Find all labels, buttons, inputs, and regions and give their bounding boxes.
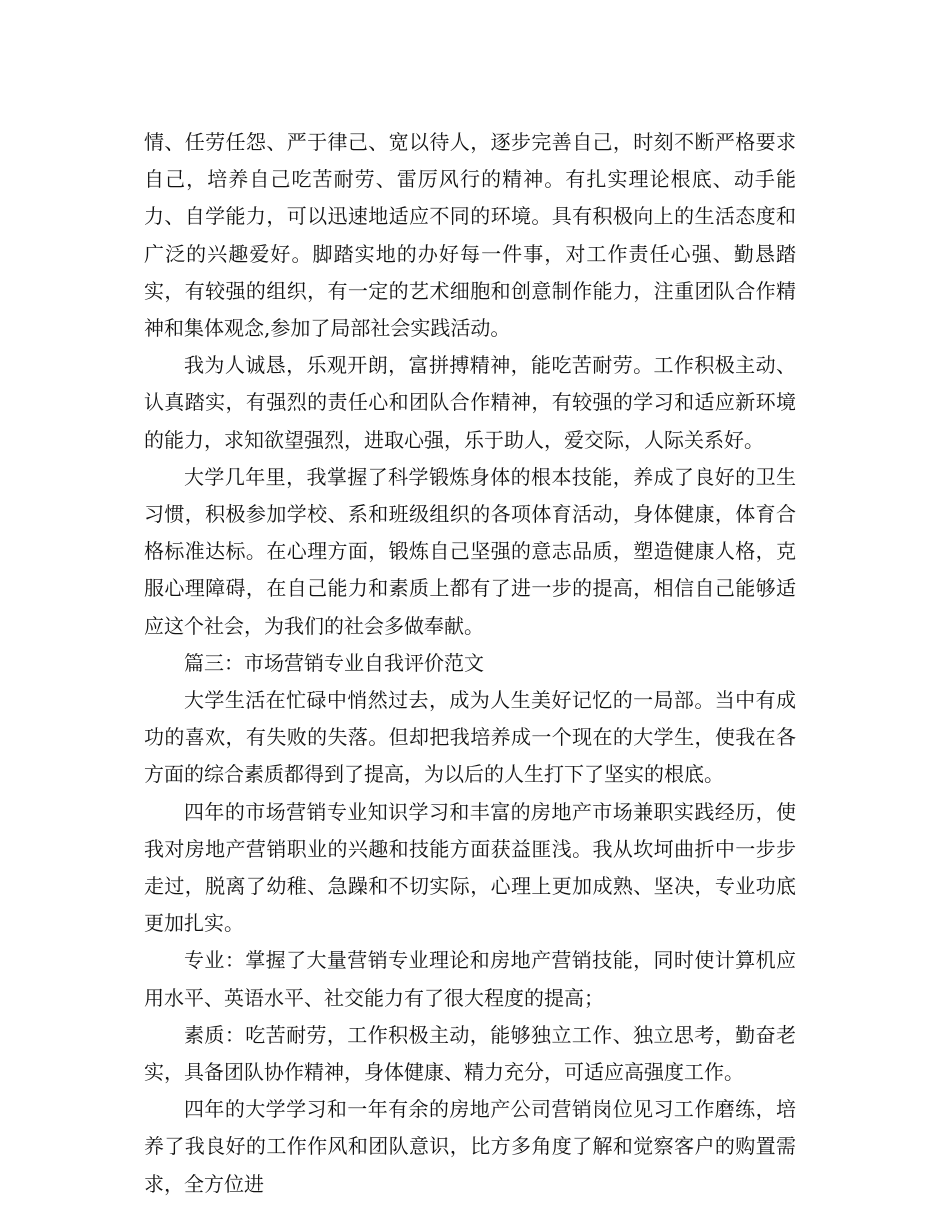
paragraph-college-life: 大学生活在忙碌中悄然过去，成为人生美好记忆的一局部。当中有成功的喜欢，有失败的失落。但却把我培养成一个现在的大学生，使我在各方面的综合素质都得到了提高，为以后的人生打下了坚实的根底。 [144,688,796,787]
paragraph-health: 大学几年里，我掌握了科学锻炼身体的根本技能，养成了良好的卫生习惯，积极参加学校、系和班级组织的各项体育活动，身体健康，体育合格标准达标。在心理方面，锻炼自己坚强的意志品质，塑造健康人格，克服心理障碍，在自己能力和素质上都有了进一步的提高，相信自己能够适应这个社会，为我们的社会多做奉献。 [144,464,796,638]
paragraph-personality: 我为人诚恳，乐观开朗，富拼搏精神，能吃苦耐劳。工作积极主动、认真踏实，有强烈的责任心和团队合作精神，有较强的学习和适应新环境的能力，求知欲望强烈，进取心强，乐于助人，爱交际，人际关系好。 [144,353,796,452]
section-heading: 篇三：市场营销专业自我评价范文 [184,650,484,675]
paragraph-internship: 四年的大学学习和一年有余的房地产公司营销岗位见习工作磨练，培养了我良好的工作作风和团队意识，比方多角度了解和觉察客户的购置需求，全方位进 [144,1097,796,1196]
paragraph-quality: 素质：吃苦耐劳，工作积极主动，能够独立工作、独立思考，勤奋老实，具备团队协作精神，身体健康、精力充分，可适应高强度工作。 [144,1022,796,1085]
paragraph-continuation: 情、任劳任怨、严于律己、宽以待人，逐步完善自己，时刻不断严格要求自己，培养自己吃苦耐劳、雷厉风行的精神。有扎实理论根底、动手能力、自学能力，可以迅速地适应不同的环境。具有积极向上的生活态度和广泛的兴趣爱好。脚踏实地的办好每一件事，对工作责任心强、勤恳踏实，有较强的组织，有一定的艺术细胞和创意制作能力，注重团队合作精神和集体观念,参加了局部社会实践活动。 [144,130,796,341]
document-body [144,124,796,1203]
paragraph-marketing-study: 四年的市场营销专业知识学习和丰富的房地产市场兼职实践经历，使我对房地产营销职业的兴趣和技能方面获益匪浅。我从坎坷曲折中一步步走过，脱离了幼稚、急躁和不切实际，心理上更加成熟、坚决，专业功底更加扎实。 [144,799,796,936]
paragraph-professional: 专业：掌握了大量营销专业理论和房地产营销技能，同时使计算机应用水平、英语水平、社交能力有了很大程度的提高； [144,948,796,1010]
